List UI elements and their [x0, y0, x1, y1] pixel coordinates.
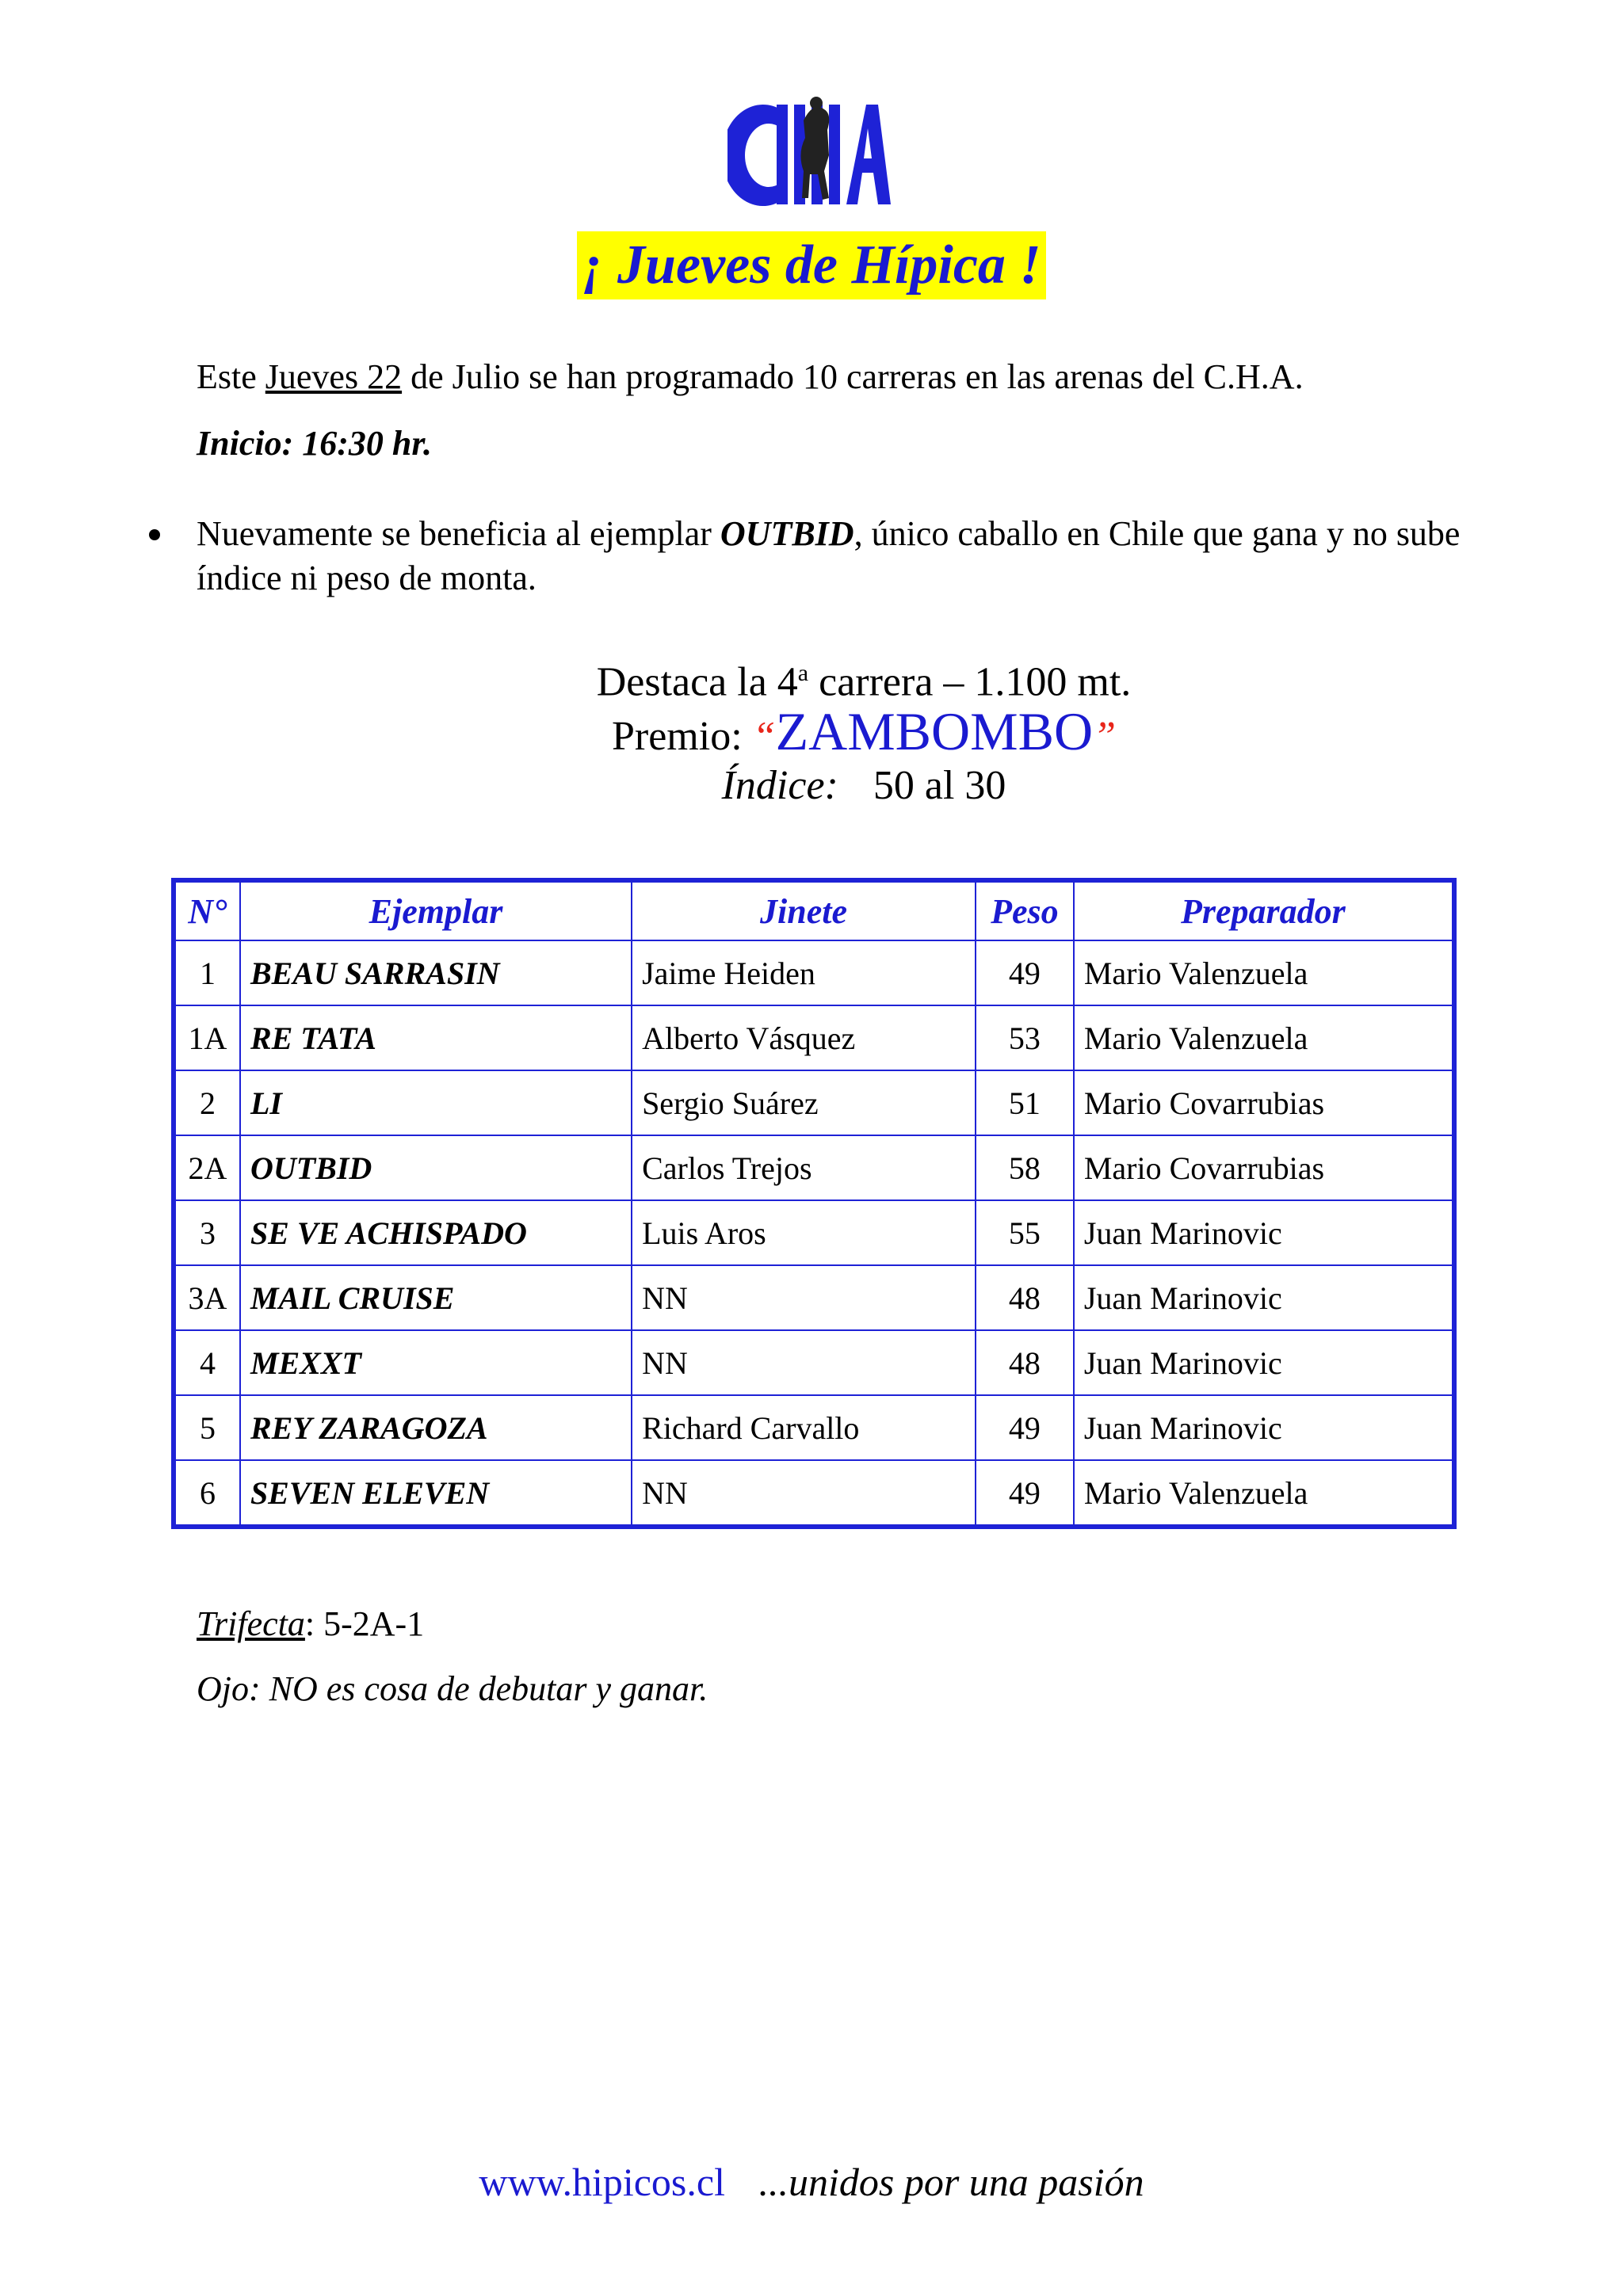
- cell-horse: OUTBID: [240, 1135, 632, 1200]
- premio-name: ZAMBOMBO: [775, 701, 1094, 761]
- cell-trainer: Mario Valenzuela: [1074, 940, 1454, 1005]
- premio-label: Premio:: [611, 714, 743, 759]
- footer-website-link[interactable]: www.hipicos.cl: [479, 2160, 725, 2204]
- cell-weight: 49: [976, 1460, 1074, 1527]
- cell-weight: 53: [976, 1005, 1074, 1070]
- title-container: [0, 231, 1623, 299]
- cell-jockey: NN: [632, 1330, 976, 1395]
- trifecta-label: Trifecta: [197, 1604, 305, 1643]
- runners-table: [171, 878, 1457, 1529]
- table-row: [174, 1330, 1454, 1395]
- cell-horse: RE TATA: [240, 1005, 632, 1070]
- header-horse: Ejemplar: [240, 880, 632, 940]
- cell-weight: 48: [976, 1265, 1074, 1330]
- cell-jockey: Jaime Heiden: [632, 940, 976, 1005]
- table-row: [174, 1070, 1454, 1135]
- table-row: [174, 1135, 1454, 1200]
- cell-horse: SE VE ACHISPADO: [240, 1200, 632, 1265]
- cell-weight: 49: [976, 1395, 1074, 1460]
- cell-jockey: NN: [632, 1460, 976, 1527]
- table-header-row: [174, 880, 1454, 940]
- header-trainer: Preparador: [1074, 880, 1454, 940]
- cell-weight: 51: [976, 1070, 1074, 1135]
- bullet-horse: OUTBID: [720, 514, 854, 553]
- cell-number: 5: [174, 1395, 240, 1460]
- cell-number: 3A: [174, 1265, 240, 1330]
- cell-horse: LI: [240, 1070, 632, 1135]
- table-row: [174, 1265, 1454, 1330]
- footer-slogan: ...unidos por una pasión: [758, 2160, 1144, 2204]
- destaca-pre: Destaca la 4: [596, 659, 798, 705]
- table-row: [174, 940, 1454, 1005]
- quote-open: “: [752, 714, 776, 759]
- cell-trainer: Mario Valenzuela: [1074, 1460, 1454, 1527]
- destaca-ordinal: a: [797, 660, 809, 686]
- cell-jockey: Sergio Suárez: [632, 1070, 976, 1135]
- cell-horse: MAIL CRUISE: [240, 1265, 632, 1330]
- cell-weight: 55: [976, 1200, 1074, 1265]
- cell-jockey: NN: [632, 1265, 976, 1330]
- header-number: N°: [174, 880, 240, 940]
- intro-paragraph: [197, 355, 1304, 399]
- trifecta-line: [197, 1602, 424, 1646]
- race-prize: [0, 701, 1623, 763]
- cell-jockey: Carlos Trejos: [632, 1135, 976, 1200]
- cell-number: 1: [174, 940, 240, 1005]
- table-row: [174, 1460, 1454, 1527]
- cell-number: 2: [174, 1070, 240, 1135]
- cell-number: 3: [174, 1200, 240, 1265]
- cell-weight: 48: [976, 1330, 1074, 1395]
- cell-jockey: Luis Aros: [632, 1200, 976, 1265]
- cell-horse: SEVEN ELEVEN: [240, 1460, 632, 1527]
- cell-number: 6: [174, 1460, 240, 1527]
- indice-label: Índice:: [721, 763, 838, 808]
- table-row: [174, 1395, 1454, 1460]
- cell-trainer: Juan Marinovic: [1074, 1395, 1454, 1460]
- bullet-pre: Nuevamente se beneficia al ejemplar: [197, 514, 712, 553]
- destaca-post: carrera – 1.100 mt.: [819, 659, 1132, 705]
- cell-jockey: Richard Carvallo: [632, 1395, 976, 1460]
- cell-trainer: Juan Marinovic: [1074, 1330, 1454, 1395]
- start-time: Inicio: 16:30 hr.: [197, 424, 433, 463]
- race-index: [0, 761, 1623, 811]
- intro-pre: Este: [197, 357, 257, 396]
- intro-day: Jueves 22: [265, 357, 403, 396]
- intro-post: de Julio se han programado 10 carreras en las arenas del C.H.A.: [411, 357, 1304, 396]
- header-jockey: Jinete: [632, 880, 976, 940]
- cell-horse: BEAU SARRASIN: [240, 940, 632, 1005]
- warning-note: Ojo: NO es cosa de debutar y ganar.: [197, 1669, 708, 1708]
- cell-horse: REY ZARAGOZA: [240, 1395, 632, 1460]
- cha-logo: [727, 89, 894, 215]
- bullet-text: [197, 512, 1528, 601]
- table-row: [174, 1005, 1454, 1070]
- table-row: [174, 1200, 1454, 1265]
- cell-trainer: Mario Covarrubias: [1074, 1135, 1454, 1200]
- cell-jockey: Alberto Vásquez: [632, 1005, 976, 1070]
- cell-trainer: Mario Covarrubias: [1074, 1070, 1454, 1135]
- quote-close: ”: [1093, 714, 1116, 759]
- footer: [0, 2157, 1623, 2207]
- cell-horse: MEXXT: [240, 1330, 632, 1395]
- cell-trainer: Mario Valenzuela: [1074, 1005, 1454, 1070]
- cell-number: 1A: [174, 1005, 240, 1070]
- cell-trainer: Juan Marinovic: [1074, 1265, 1454, 1330]
- page-title: ¡ Jueves de Hípica !: [577, 231, 1045, 299]
- bullet-post: , único caballo en Chile que gana y no sube índice ni peso de monta.: [197, 514, 1461, 597]
- header-weight: Peso: [976, 880, 1074, 940]
- cell-weight: 49: [976, 940, 1074, 1005]
- bullet-icon: [149, 529, 160, 540]
- indice-value: 50 al 30: [873, 763, 1006, 808]
- cell-weight: 58: [976, 1135, 1074, 1200]
- trifecta-value: : 5-2A-1: [304, 1604, 425, 1643]
- cell-trainer: Juan Marinovic: [1074, 1200, 1454, 1265]
- cell-number: 2A: [174, 1135, 240, 1200]
- race-headline: [0, 648, 1623, 707]
- cell-number: 4: [174, 1330, 240, 1395]
